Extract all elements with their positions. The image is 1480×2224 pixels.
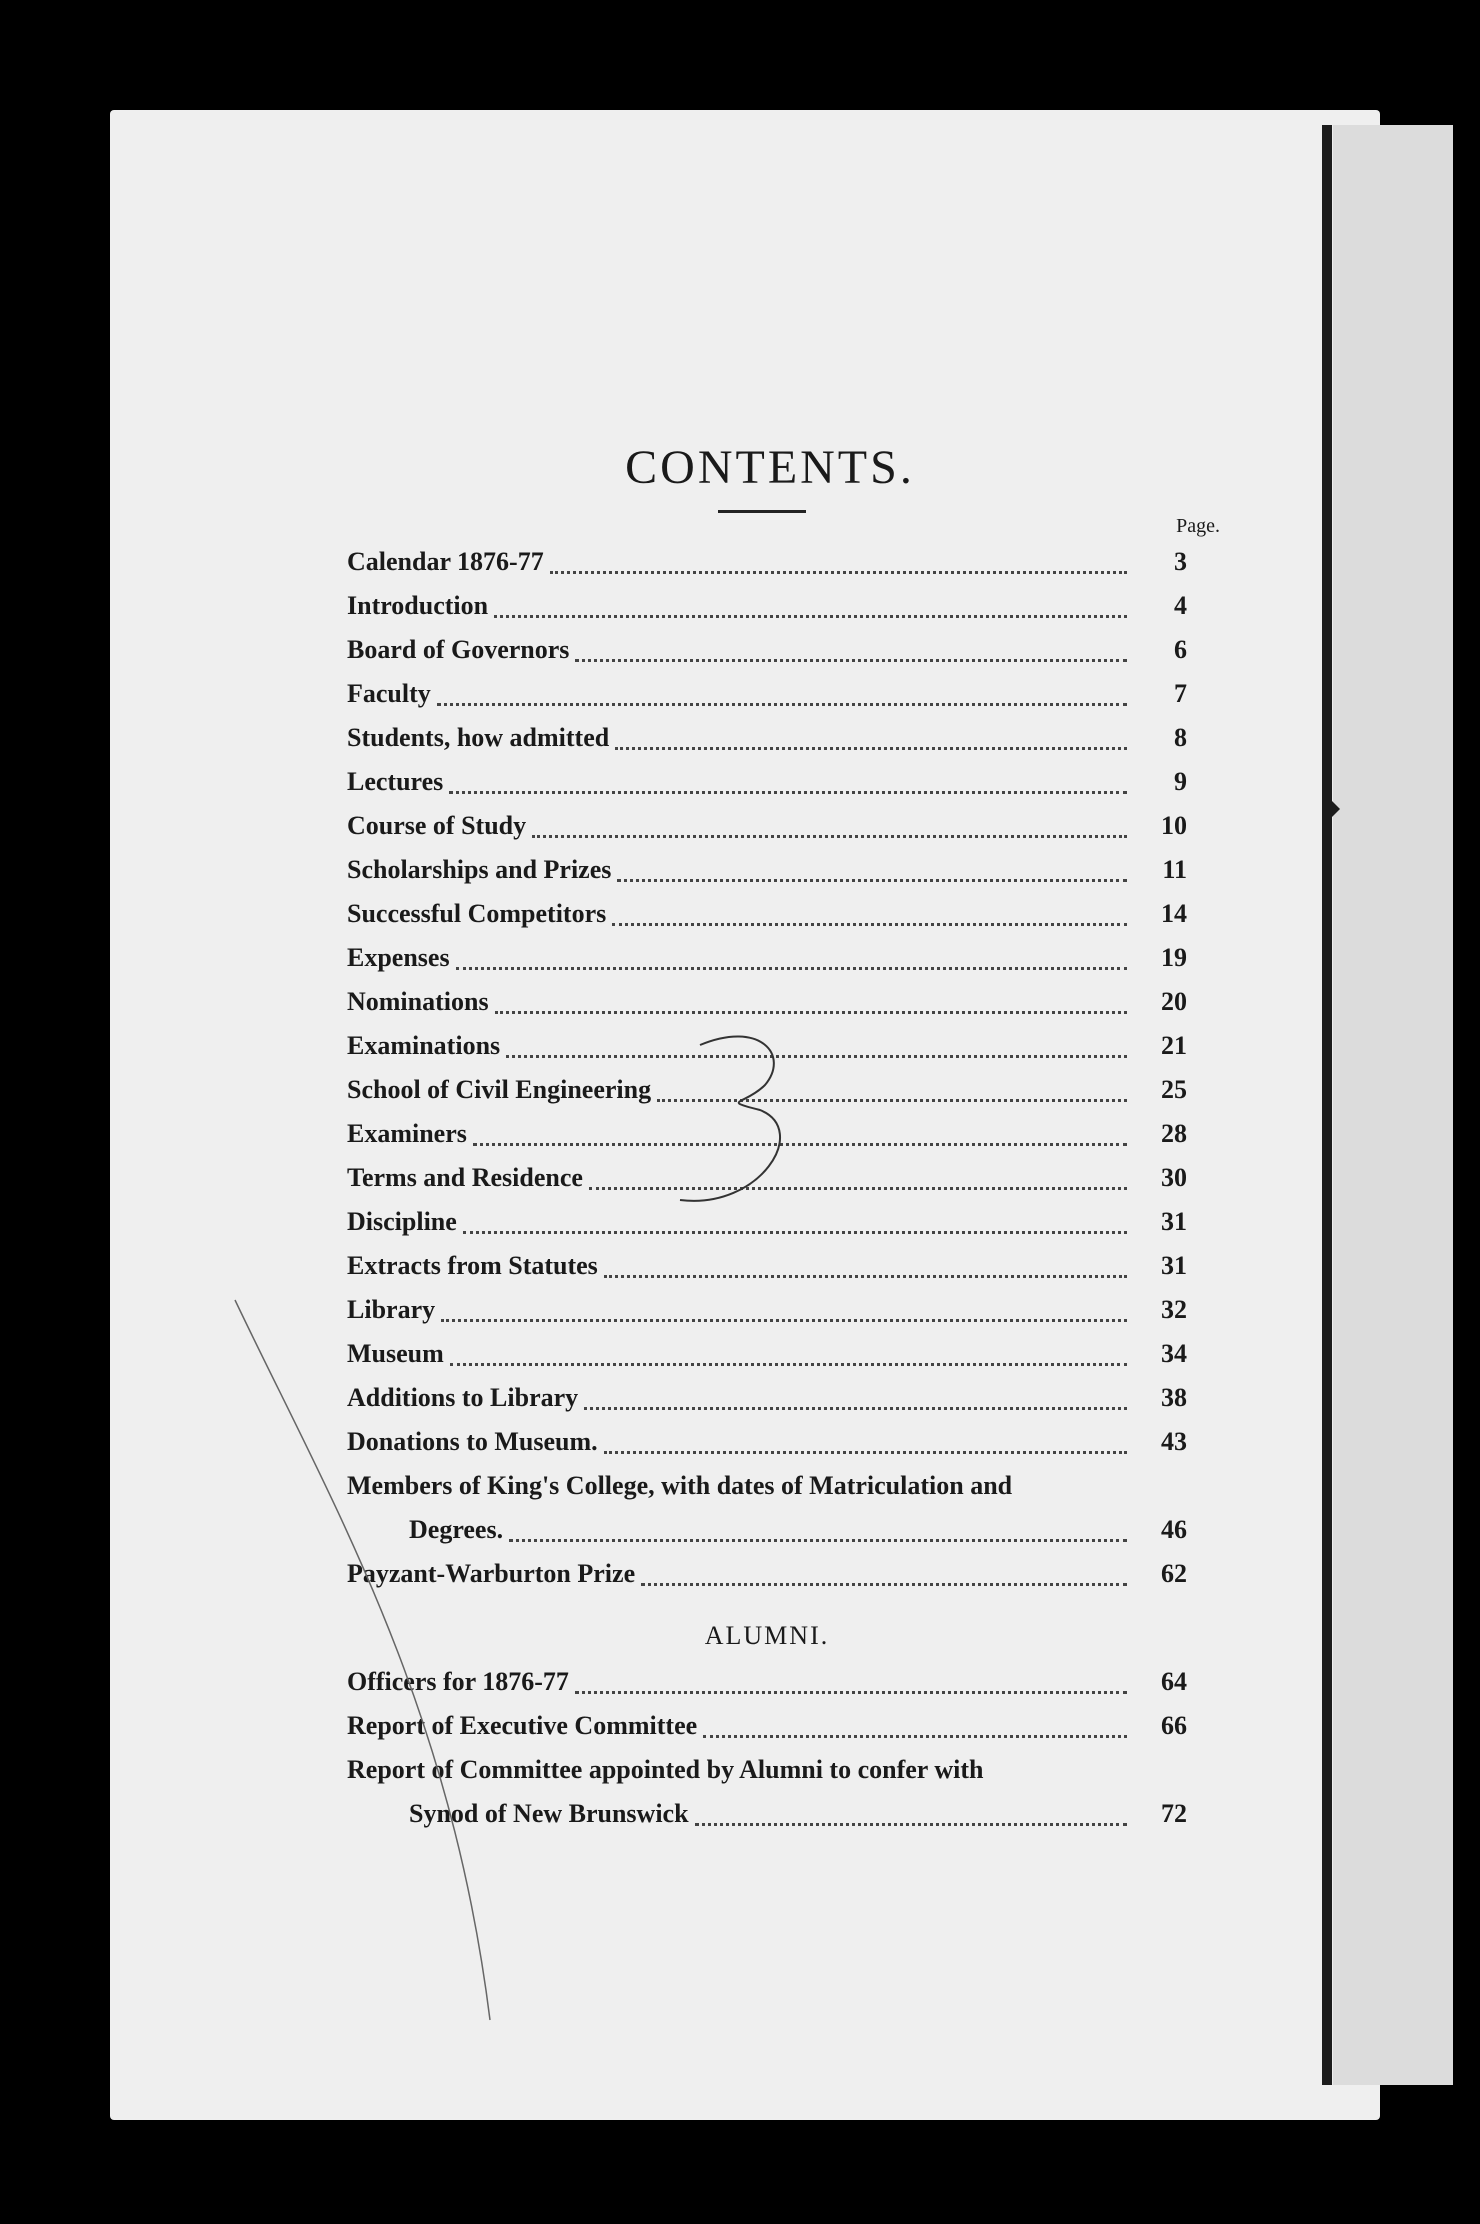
page-title: CONTENTS. (625, 441, 915, 494)
leader-dots (604, 1451, 1127, 1454)
toc-page: 21 (1161, 1031, 1187, 1060)
toc-row (347, 1332, 1187, 1376)
toc-label-line2: Degrees. (409, 1515, 504, 1544)
toc-label: School of Civil Engineering (347, 1075, 652, 1104)
leader-dots (473, 1143, 1127, 1146)
toc-page: 3 (1174, 547, 1187, 576)
leader-dots (584, 1407, 1127, 1410)
toc-label-line1: Report of Committee appointed by Alumni to confer with (347, 1755, 984, 1784)
leader-dots (509, 1539, 1127, 1542)
toc-page: 72 (1161, 1799, 1187, 1828)
leader-dots (657, 1099, 1127, 1102)
title-rule (718, 510, 806, 513)
toc-label: Introduction (347, 591, 489, 620)
toc-row-continuation (347, 1792, 1187, 1836)
toc-page: 38 (1161, 1383, 1187, 1412)
toc-row-wrapped (347, 1464, 1187, 1552)
toc-label: Officers for 1876-77 (347, 1667, 569, 1696)
leader-dots (575, 1691, 1127, 1694)
alumni-heading: ALUMNI. (704, 1621, 830, 1650)
toc-label: Board of Governors (347, 635, 570, 664)
spine-notch (1326, 795, 1340, 823)
leader-dots (703, 1735, 1127, 1738)
toc-row (347, 1244, 1187, 1288)
toc-label: Scholarships and Prizes (347, 855, 612, 884)
toc-row (347, 1112, 1187, 1156)
toc-page: 64 (1161, 1667, 1187, 1696)
leader-dots (550, 571, 1127, 574)
toc-label: Nominations (347, 987, 489, 1016)
toc-page: 30 (1161, 1163, 1187, 1192)
toc-row (347, 1552, 1187, 1596)
toc-page: 20 (1161, 987, 1187, 1016)
toc-row (347, 628, 1187, 672)
toc-row (347, 672, 1187, 716)
toc-row (347, 980, 1187, 1024)
toc-label: Library (347, 1295, 436, 1324)
table-of-contents (347, 540, 1187, 1836)
toc-row-wrapped (347, 1748, 1187, 1836)
toc-row (347, 1200, 1187, 1244)
toc-label: Donations to Museum. (347, 1427, 598, 1456)
toc-label: Course of Study (347, 811, 527, 840)
leader-dots (450, 1363, 1127, 1366)
toc-row (347, 1024, 1187, 1068)
toc-page: 34 (1161, 1339, 1187, 1368)
toc-page: 31 (1161, 1251, 1187, 1280)
toc-label-line2: Synod of New Brunswick (409, 1799, 689, 1828)
leader-dots (495, 1011, 1127, 1014)
toc-row (347, 1420, 1187, 1464)
toc-page: 62 (1161, 1559, 1187, 1588)
toc-page: 9 (1174, 767, 1187, 796)
leader-dots (589, 1187, 1127, 1190)
toc-row-continuation (347, 1508, 1187, 1552)
toc-page: 11 (1162, 855, 1187, 884)
toc-row (347, 540, 1187, 584)
toc-page: 43 (1161, 1427, 1187, 1456)
page-column-heading: Page. (1176, 515, 1220, 537)
toc-row (347, 760, 1187, 804)
leader-dots (604, 1275, 1127, 1278)
toc-label: Additions to Library (347, 1383, 579, 1412)
toc-label: Expenses (347, 943, 450, 972)
leader-dots (456, 967, 1127, 970)
toc-row (347, 804, 1187, 848)
leader-dots (532, 835, 1127, 838)
leader-dots (463, 1231, 1127, 1234)
toc-label: Students, how admitted (347, 723, 610, 752)
toc-label: Lectures (347, 767, 444, 796)
leader-dots (575, 659, 1127, 662)
toc-row (347, 1156, 1187, 1200)
leader-dots (617, 879, 1127, 882)
toc-label: Faculty (347, 679, 431, 708)
toc-page: 19 (1161, 943, 1187, 972)
toc-row (347, 1660, 1187, 1704)
toc-page: 28 (1161, 1119, 1187, 1148)
leader-dots (695, 1823, 1127, 1826)
toc-label: Payzant-Warburton Prize (347, 1559, 636, 1588)
toc-row (347, 1376, 1187, 1420)
leader-dots (449, 791, 1127, 794)
toc-page: 7 (1174, 679, 1187, 708)
toc-row (347, 1288, 1187, 1332)
leader-dots (615, 747, 1127, 750)
leader-dots (494, 615, 1127, 618)
toc-label: Report of Executive Committee (347, 1711, 698, 1740)
leader-dots (506, 1055, 1127, 1058)
toc-page: 14 (1161, 899, 1187, 928)
toc-label: Successful Competitors (347, 899, 607, 928)
toc-label: Calendar 1876-77 (347, 547, 544, 576)
toc-page: 25 (1161, 1075, 1187, 1104)
toc-label: Examinations (347, 1031, 501, 1060)
toc-page: 10 (1161, 811, 1187, 840)
toc-row (347, 892, 1187, 936)
toc-page: 6 (1174, 635, 1187, 664)
book-spine (1322, 125, 1332, 2085)
toc-page: 8 (1174, 723, 1187, 752)
toc-row (347, 848, 1187, 892)
toc-row (347, 1704, 1187, 1748)
toc-label: Examiners (347, 1119, 467, 1148)
toc-label: Discipline (347, 1207, 457, 1236)
toc-label: Museum (347, 1339, 444, 1368)
facing-page-edge (1333, 125, 1453, 2085)
toc-row (347, 1068, 1187, 1112)
leader-dots (437, 703, 1127, 706)
toc-page: 32 (1161, 1295, 1187, 1324)
toc-label-line1: Members of King's College, with dates of Matriculation and (347, 1471, 1013, 1500)
leader-dots (441, 1319, 1127, 1322)
toc-page: 31 (1161, 1207, 1187, 1236)
toc-page: 66 (1161, 1711, 1187, 1740)
toc-row (347, 936, 1187, 980)
toc-label: Terms and Residence (347, 1163, 583, 1192)
toc-row (347, 584, 1187, 628)
leader-dots (641, 1583, 1127, 1586)
toc-row (347, 716, 1187, 760)
toc-page: 4 (1174, 591, 1187, 620)
leader-dots (612, 923, 1127, 926)
toc-label: Extracts from Statutes (347, 1251, 598, 1280)
toc-page: 46 (1161, 1515, 1187, 1544)
